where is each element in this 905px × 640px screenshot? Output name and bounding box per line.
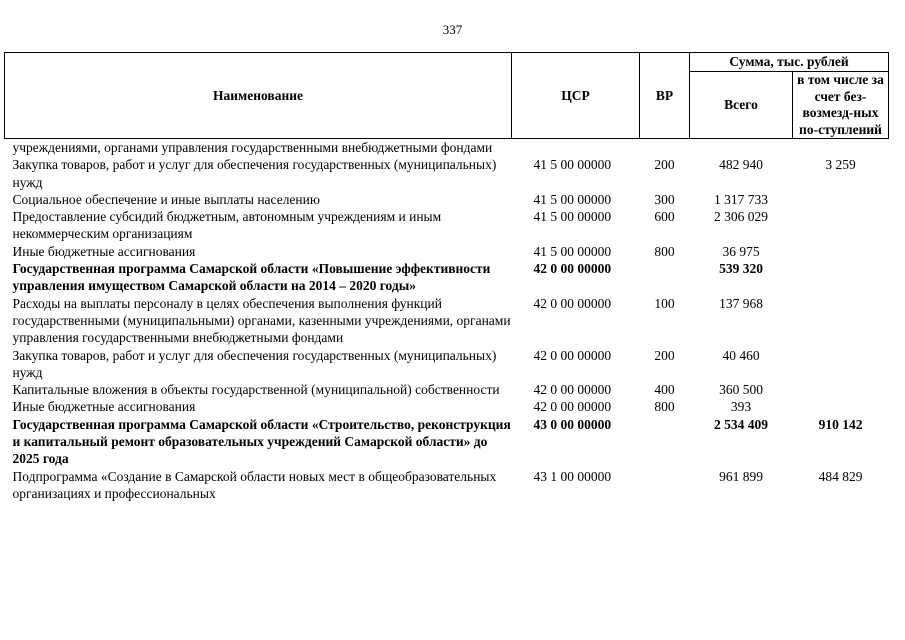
row-bezv: 484 829 — [818, 468, 863, 484]
header-csr: ЦСР — [512, 53, 640, 139]
row-name: Государственная программа Самарской области «Строительство, реконструкция и капитальный ремонт образовательных учреждений Самарской области» до 2025 года — [12, 416, 511, 467]
table-row — [5, 156, 889, 191]
row-vr — [640, 260, 690, 295]
row-name: Капитальные вложения в объекты государственной (муниципальной) собственности — [12, 382, 500, 398]
row-name: Закупка товаров, работ и услуг для обеспечения государственных (муниципальных) нужд — [12, 157, 497, 190]
row-name: Государственная программа Самарской области «Повышение эффективности управления имуществом Самарской области на 2014 – 2020 годы» — [12, 261, 491, 294]
row-name: учреждениями, органами управления государственными внебюджетными фондами — [12, 140, 493, 155]
row-total: 36 975 — [722, 243, 760, 259]
row-vr: 400 — [654, 382, 675, 398]
row-vr — [640, 468, 690, 503]
row-bezv — [793, 208, 889, 243]
row-total: 1 317 733 — [714, 191, 768, 207]
row-vr — [640, 139, 690, 157]
row-csr: 42 0 00 00000 — [533, 399, 612, 415]
row-total: 2 534 409 — [714, 416, 768, 432]
row-csr: 42 0 00 00000 — [533, 382, 612, 398]
row-total — [690, 139, 793, 157]
header-total: Всего — [690, 72, 793, 139]
row-total: 40 460 — [722, 347, 760, 363]
table-row-program — [5, 260, 889, 295]
table-row-program — [5, 416, 889, 468]
table-header — [5, 53, 889, 139]
row-bezv — [793, 398, 889, 415]
table-row — [5, 468, 889, 503]
header-name: Наименование — [5, 53, 512, 139]
row-vr: 200 — [654, 347, 675, 363]
row-csr: 43 1 00 00000 — [533, 468, 612, 484]
row-bezv — [793, 295, 889, 347]
row-csr: 42 0 00 00000 — [533, 347, 612, 363]
row-total: 482 940 — [719, 157, 763, 173]
row-total: 360 500 — [719, 382, 763, 398]
row-csr: 42 0 00 00000 — [533, 261, 612, 277]
row-bezv — [793, 381, 889, 398]
row-csr: 42 0 00 00000 — [533, 295, 612, 311]
row-bezv — [793, 243, 889, 260]
header-vr: ВР — [640, 53, 690, 139]
table-row — [5, 381, 889, 398]
header-bezv: в том числе за счет без-возмезд-ных по-ступлений — [793, 72, 889, 139]
row-csr: 43 0 00 00000 — [533, 416, 612, 432]
row-bezv — [793, 347, 889, 382]
row-vr: 800 — [654, 243, 675, 259]
table-row — [5, 398, 889, 415]
row-total: 539 320 — [719, 261, 763, 277]
row-name: Предоставление субсидий бюджетным, автономным учреждениям и иным некоммерческим организациям — [12, 209, 442, 242]
row-total: 2 306 029 — [714, 209, 768, 225]
row-name: Социальное обеспечение и иные выплаты населению — [12, 191, 320, 207]
row-bezv: 3 259 — [825, 157, 856, 173]
row-bezv — [793, 191, 889, 208]
row-name: Иные бюджетные ассигнования — [12, 399, 196, 415]
row-bezv — [793, 260, 889, 295]
header-sum: Сумма, тыс. рублей — [690, 53, 889, 72]
row-total: 393 — [730, 399, 752, 415]
table-body — [5, 139, 889, 503]
row-name: Иные бюджетные ассигнования — [12, 243, 196, 259]
budget-table — [4, 52, 889, 502]
row-total: 961 899 — [719, 468, 763, 484]
row-csr: 41 5 00 00000 — [533, 191, 612, 207]
table-row — [5, 347, 889, 382]
row-csr: 41 5 00 00000 — [533, 209, 612, 225]
row-bezv: 910 142 — [818, 416, 863, 432]
row-name: Расходы на выплаты персоналу в целях обеспечения выполнения функций государственными (муниципальными) органами, казенными учреждениями, органами управления государственными внебюджетными фондами — [12, 295, 511, 346]
row-name: Подпрограмма «Создание в Самарской области новых мест в общеобразовательных организациях и профессиональных — [12, 468, 497, 501]
row-vr: 800 — [654, 399, 675, 415]
row-vr: 300 — [654, 191, 675, 207]
table-row — [5, 191, 889, 208]
table-row — [5, 243, 889, 260]
row-vr: 600 — [654, 209, 675, 225]
row-csr — [512, 139, 640, 157]
row-bezv — [793, 139, 889, 157]
table-row — [5, 208, 889, 243]
row-vr — [640, 416, 690, 468]
row-vr: 200 — [654, 157, 675, 173]
row-name: Закупка товаров, работ и услуг для обеспечения государственных (муниципальных) нужд — [12, 347, 497, 380]
row-csr: 41 5 00 00000 — [533, 243, 612, 259]
table-row — [5, 295, 889, 347]
row-total: 137 968 — [719, 295, 763, 311]
table-row — [5, 139, 889, 157]
row-csr: 41 5 00 00000 — [533, 157, 612, 173]
row-vr: 100 — [654, 295, 675, 311]
page-number: 337 — [442, 22, 463, 37]
